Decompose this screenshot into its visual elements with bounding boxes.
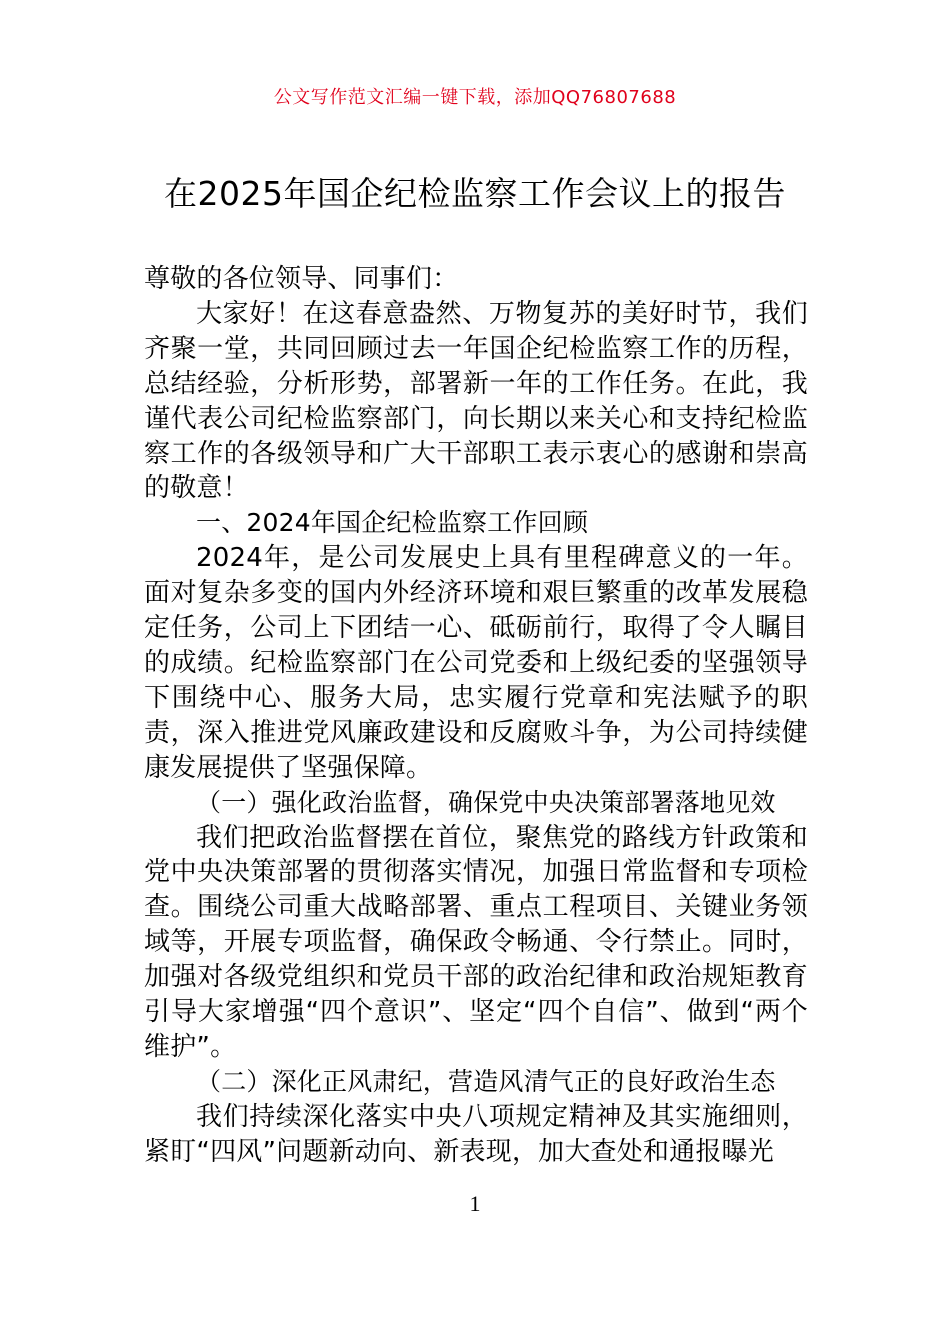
paragraph-discipline: 我们持续深化落实中央八项规定精神及其实施细则，紧盯“四风”问题新动向、新表现，加大查处和通报曝光: [144, 1101, 808, 1167]
subsection-heading-2: （二）深化正风肃纪，营造风清气正的良好政治生态: [196, 1066, 776, 1096]
subsection-heading-1: （一）强化政治监督，确保党中央决策部署落地见效: [196, 787, 776, 817]
paragraph-greeting: 大家好！在这春意盎然、万物复苏的美好时节，我们齐聚一堂，共同回顾过去一年国企纪检监察工作的历程，总结经验，分析形势，部署新一年的工作任务。在此，我谨代表公司纪检监察部门，向长期以来关心和支持纪检监察工作的各级领导和广大干部职工表示衷心的感谢和崇高的敬意！: [144, 298, 808, 504]
page-number: 1: [469, 1191, 481, 1216]
paragraph-review: 2024年，是公司发展史上具有里程碑意义的一年。面对复杂多变的国内外经济环境和艰巨繁重的改革发展稳定任务，公司上下团结一心、砥砺前行，取得了令人瞩目的成绩。纪检监察部门在公司党委和上级纪委的坚强领导下围绕中心、服务大局，忠实履行党章和宪法赋予的职责，深入推进党风廉政建设和反腐败斗争，为公司持续健康发展提供了坚强保障。: [144, 543, 808, 783]
document-body: [144, 262, 808, 1170]
paragraph-political-supervision: 我们把政治监督摆在首位，聚焦党的路线方针政策和党中央决策部署的贯彻落实情况，加强日常监督和专项检查。围绕公司重大战略部署、重点工程项目、关键业务领域等，开展专项监督，确保政令畅通、令行禁止。同时，加强对各级党组织和党员干部的政治纪律和政治规矩教育引导大家增强“四个意识”、坚定“四个自信”、做到“两个维护”。: [144, 822, 808, 1062]
header-note: 公文写作范文汇编一键下载，添加QQ76807688: [273, 87, 677, 108]
salutation: 尊敬的各位领导、同事们：: [144, 264, 459, 294]
section-heading-1: 一、2024年国企纪检监察工作回顾: [196, 508, 589, 538]
page-title: 在2025年国企纪检监察工作会议上的报告: [164, 174, 786, 213]
